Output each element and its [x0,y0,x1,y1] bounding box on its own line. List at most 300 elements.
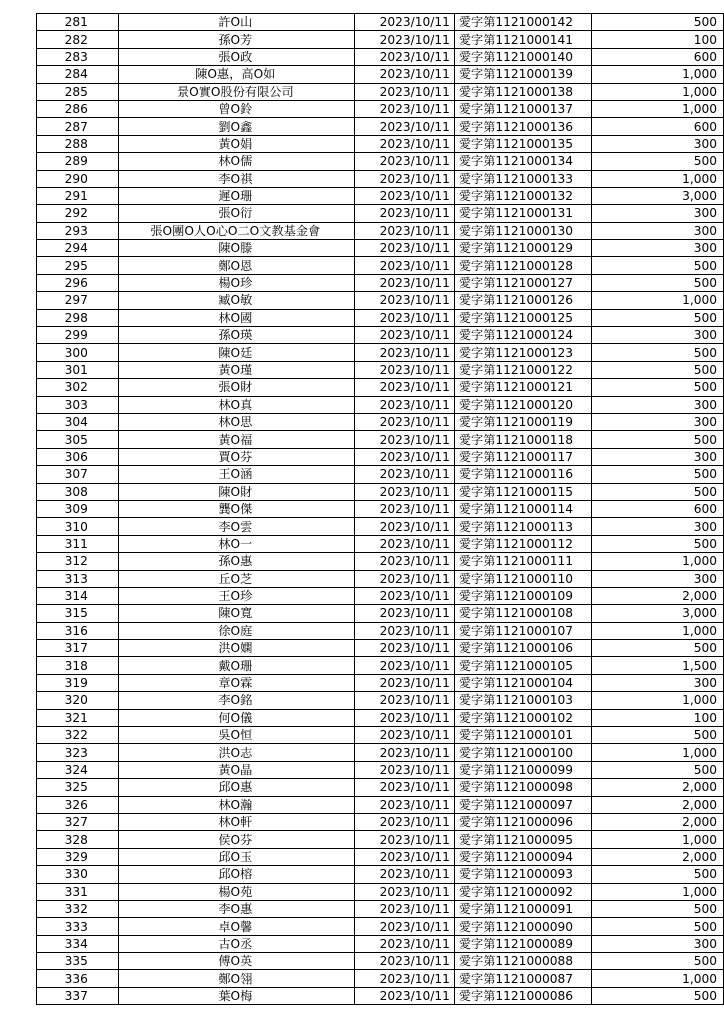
row-number: 332 [37,900,119,917]
table-row [37,535,724,552]
donation-amount: 300 [591,570,723,587]
receipt-number: 愛字第1121000138 [454,83,591,100]
table-row [37,883,724,900]
donor-name: 孫O惠 [118,553,354,570]
table-row [37,674,724,691]
receipt-number: 愛字第1121000128 [454,257,591,274]
donation-date: 2023/10/11 [355,779,455,796]
donor-name: 陳O財 [118,483,354,500]
donation-date: 2023/10/11 [355,379,455,396]
donation-amount: 500 [591,466,723,483]
donation-amount: 3,000 [591,605,723,622]
donor-name: 卓O馨 [118,918,354,935]
table-row [37,587,724,604]
receipt-number: 愛字第1121000086 [454,987,591,1004]
donor-name: 遲O珊 [118,187,354,204]
row-number: 296 [37,274,119,291]
receipt-number: 愛字第1121000114 [454,500,591,517]
donation-date: 2023/10/11 [355,118,455,135]
donation-amount: 500 [591,361,723,378]
receipt-number: 愛字第1121000132 [454,187,591,204]
receipt-number: 愛字第1121000142 [454,14,591,31]
donor-name: 陳O惠，高O如 [118,66,354,83]
row-number: 281 [37,14,119,31]
table-row [37,48,724,65]
donation-date: 2023/10/11 [355,274,455,291]
receipt-number: 愛字第1121000095 [454,831,591,848]
donor-name: 景O實O股份有限公司 [118,83,354,100]
donation-date: 2023/10/11 [355,605,455,622]
row-number: 313 [37,570,119,587]
donation-amount: 1,000 [591,831,723,848]
donation-table-body [37,14,724,1005]
receipt-number: 愛字第1121000111 [454,553,591,570]
donation-date: 2023/10/11 [355,813,455,830]
donation-date: 2023/10/11 [355,987,455,1004]
donation-amount: 500 [591,987,723,1004]
donor-name: 龔O傑 [118,500,354,517]
donation-date: 2023/10/11 [355,970,455,987]
row-number: 320 [37,692,119,709]
donation-table [36,13,724,1005]
donation-date: 2023/10/11 [355,553,455,570]
row-number: 284 [37,66,119,83]
donation-amount: 500 [591,344,723,361]
row-number: 323 [37,744,119,761]
donation-date: 2023/10/11 [355,692,455,709]
table-row [37,448,724,465]
row-number: 305 [37,431,119,448]
donation-date: 2023/10/11 [355,361,455,378]
receipt-number: 愛字第1121000112 [454,535,591,552]
row-number: 331 [37,883,119,900]
donor-name: 曾O鈴 [118,100,354,117]
donor-name: 侯O芬 [118,831,354,848]
donation-date: 2023/10/11 [355,953,455,970]
donation-date: 2023/10/11 [355,622,455,639]
receipt-number: 愛字第1121000106 [454,640,591,657]
row-number: 333 [37,918,119,935]
donation-date: 2023/10/11 [355,466,455,483]
donation-date: 2023/10/11 [355,344,455,361]
table-row [37,918,724,935]
donation-date: 2023/10/11 [355,153,455,170]
donor-name: 邱O惠 [118,779,354,796]
donor-name: 鄭O恩 [118,257,354,274]
table-row [37,361,724,378]
receipt-number: 愛字第1121000092 [454,883,591,900]
donation-amount: 1,000 [591,170,723,187]
donation-date: 2023/10/11 [355,483,455,500]
donation-date: 2023/10/11 [355,518,455,535]
row-number: 318 [37,657,119,674]
receipt-number: 愛字第1121000116 [454,466,591,483]
table-row [37,640,724,657]
table-row [37,153,724,170]
donor-name: 黃O瑾 [118,361,354,378]
receipt-number: 愛字第1121000105 [454,657,591,674]
table-row [37,518,724,535]
table-row [37,413,724,430]
row-number: 282 [37,31,119,48]
donation-date: 2023/10/11 [355,900,455,917]
table-row [37,100,724,117]
donation-date: 2023/10/11 [355,500,455,517]
donor-name: 林O思 [118,413,354,430]
receipt-number: 愛字第1121000109 [454,587,591,604]
donation-date: 2023/10/11 [355,170,455,187]
donation-date: 2023/10/11 [355,327,455,344]
donation-date: 2023/10/11 [355,14,455,31]
row-number: 300 [37,344,119,361]
row-number: 295 [37,257,119,274]
donation-date: 2023/10/11 [355,848,455,865]
table-row [37,796,724,813]
row-number: 285 [37,83,119,100]
donation-date: 2023/10/11 [355,48,455,65]
receipt-number: 愛字第1121000100 [454,744,591,761]
table-row [37,118,724,135]
row-number: 324 [37,761,119,778]
donor-name: 林O一 [118,535,354,552]
donation-amount: 2,000 [591,796,723,813]
table-row [37,31,724,48]
donor-name: 葉O梅 [118,987,354,1004]
donation-date: 2023/10/11 [355,431,455,448]
donor-name: 邱O榕 [118,866,354,883]
donor-name: 孫O瑛 [118,327,354,344]
row-number: 291 [37,187,119,204]
donor-name: 吳O恒 [118,727,354,744]
donation-amount: 1,000 [591,83,723,100]
donation-amount: 500 [591,153,723,170]
donation-amount: 2,000 [591,587,723,604]
donor-name: 楊O珍 [118,274,354,291]
donation-amount: 300 [591,935,723,952]
donation-date: 2023/10/11 [355,222,455,239]
donor-name: 丘O芝 [118,570,354,587]
row-number: 309 [37,500,119,517]
donor-name: 孫O芳 [118,31,354,48]
donor-name: 傅O英 [118,953,354,970]
receipt-number: 愛字第1121000089 [454,935,591,952]
donation-date: 2023/10/11 [355,866,455,883]
row-number: 314 [37,587,119,604]
donation-date: 2023/10/11 [355,918,455,935]
table-row [37,866,724,883]
receipt-number: 愛字第1121000101 [454,727,591,744]
donation-date: 2023/10/11 [355,66,455,83]
row-number: 303 [37,396,119,413]
donor-name: 徐O庭 [118,622,354,639]
row-number: 311 [37,535,119,552]
receipt-number: 愛字第1121000102 [454,709,591,726]
donation-amount: 2,000 [591,813,723,830]
donor-name: 楊O苑 [118,883,354,900]
donor-name: 李O銘 [118,692,354,709]
donor-name: 章O霖 [118,674,354,691]
receipt-number: 愛字第1121000119 [454,413,591,430]
donation-date: 2023/10/11 [355,657,455,674]
table-row [37,605,724,622]
donor-name: 古O丞 [118,935,354,952]
receipt-number: 愛字第1121000121 [454,379,591,396]
donor-name: 王O珍 [118,587,354,604]
row-number: 306 [37,448,119,465]
donation-date: 2023/10/11 [355,31,455,48]
donor-name: 李O祺 [118,170,354,187]
table-row [37,222,724,239]
donor-name: 何O儀 [118,709,354,726]
donation-date: 2023/10/11 [355,83,455,100]
donation-amount: 500 [591,953,723,970]
donation-date: 2023/10/11 [355,935,455,952]
row-number: 293 [37,222,119,239]
donation-amount: 2,000 [591,848,723,865]
receipt-number: 愛字第1121000140 [454,48,591,65]
row-number: 315 [37,605,119,622]
donor-name: 張O衍 [118,205,354,222]
receipt-number: 愛字第1121000131 [454,205,591,222]
receipt-number: 愛字第1121000134 [454,153,591,170]
donor-name: 黃O娟 [118,135,354,152]
row-number: 304 [37,413,119,430]
donor-name: 林O儒 [118,153,354,170]
donation-amount: 1,000 [591,553,723,570]
donor-name: 陳O寬 [118,605,354,622]
row-number: 316 [37,622,119,639]
donor-name: 張O政 [118,48,354,65]
table-row [37,779,724,796]
donation-date: 2023/10/11 [355,413,455,430]
donation-date: 2023/10/11 [355,535,455,552]
table-row [37,135,724,152]
table-row [37,570,724,587]
donation-date: 2023/10/11 [355,448,455,465]
donation-date: 2023/10/11 [355,187,455,204]
row-number: 292 [37,205,119,222]
row-number: 330 [37,866,119,883]
donor-name: 洪O志 [118,744,354,761]
donor-name: 陳O滕 [118,240,354,257]
donor-name: 陳O廷 [118,344,354,361]
receipt-number: 愛字第1121000139 [454,66,591,83]
donor-name: 林O真 [118,396,354,413]
donation-amount: 300 [591,448,723,465]
donation-amount: 1,000 [591,883,723,900]
table-row [37,66,724,83]
donation-amount: 300 [591,205,723,222]
donation-date: 2023/10/11 [355,674,455,691]
donation-date: 2023/10/11 [355,744,455,761]
donation-date: 2023/10/11 [355,796,455,813]
receipt-number: 愛字第1121000122 [454,361,591,378]
donor-name: 張O團O人O心O二O文教基金會 [118,222,354,239]
table-row [37,327,724,344]
receipt-number: 愛字第1121000133 [454,170,591,187]
receipt-number: 愛字第1121000123 [454,344,591,361]
row-number: 286 [37,100,119,117]
receipt-number: 愛字第1121000125 [454,309,591,326]
donation-date: 2023/10/11 [355,205,455,222]
donor-name: 李O惠 [118,900,354,917]
table-row [37,692,724,709]
donation-amount: 1,000 [591,744,723,761]
row-number: 294 [37,240,119,257]
receipt-number: 愛字第1121000094 [454,848,591,865]
row-number: 335 [37,953,119,970]
receipt-number: 愛字第1121000087 [454,970,591,987]
row-number: 289 [37,153,119,170]
donation-amount: 500 [591,309,723,326]
table-row [37,396,724,413]
donation-date: 2023/10/11 [355,257,455,274]
donation-date: 2023/10/11 [355,709,455,726]
table-row [37,900,724,917]
table-row [37,727,724,744]
table-row [37,761,724,778]
donor-name: 戴O珊 [118,657,354,674]
donation-amount: 1,000 [591,292,723,309]
donation-amount: 1,000 [591,622,723,639]
row-number: 283 [37,48,119,65]
receipt-number: 愛字第1121000097 [454,796,591,813]
donation-amount: 1,000 [591,970,723,987]
donation-date: 2023/10/11 [355,240,455,257]
receipt-number: 愛字第1121000098 [454,779,591,796]
receipt-number: 愛字第1121000129 [454,240,591,257]
donation-date: 2023/10/11 [355,100,455,117]
donation-date: 2023/10/11 [355,883,455,900]
donation-date: 2023/10/11 [355,587,455,604]
receipt-number: 愛字第1121000108 [454,605,591,622]
row-number: 297 [37,292,119,309]
table-row [37,953,724,970]
donation-amount: 500 [591,274,723,291]
receipt-number: 愛字第1121000090 [454,918,591,935]
donation-amount: 500 [591,727,723,744]
donation-amount: 300 [591,240,723,257]
receipt-number: 愛字第1121000107 [454,622,591,639]
donation-amount: 500 [591,761,723,778]
row-number: 310 [37,518,119,535]
donor-name: 張O財 [118,379,354,396]
row-number: 336 [37,970,119,987]
receipt-number: 愛字第1121000135 [454,135,591,152]
donation-amount: 300 [591,135,723,152]
receipt-number: 愛字第1121000137 [454,100,591,117]
receipt-number: 愛字第1121000141 [454,31,591,48]
table-row [37,274,724,291]
donation-amount: 1,000 [591,100,723,117]
donation-amount: 500 [591,379,723,396]
table-row [37,170,724,187]
donation-amount: 300 [591,327,723,344]
table-row [37,987,724,1004]
receipt-number: 愛字第1121000118 [454,431,591,448]
receipt-number: 愛字第1121000124 [454,327,591,344]
donation-date: 2023/10/11 [355,396,455,413]
table-row [37,83,724,100]
donor-name: 黃O福 [118,431,354,448]
receipt-number: 愛字第1121000091 [454,900,591,917]
donation-amount: 1,000 [591,66,723,83]
table-row [37,344,724,361]
table-row [37,309,724,326]
table-row [37,553,724,570]
donor-name: 鄭O翎 [118,970,354,987]
donation-date: 2023/10/11 [355,309,455,326]
row-number: 287 [37,118,119,135]
donation-date: 2023/10/11 [355,761,455,778]
table-row [37,431,724,448]
row-number: 298 [37,309,119,326]
receipt-number: 愛字第1121000104 [454,674,591,691]
row-number: 317 [37,640,119,657]
row-number: 337 [37,987,119,1004]
donation-amount: 500 [591,483,723,500]
donation-amount: 500 [591,900,723,917]
donation-amount: 600 [591,500,723,517]
receipt-number: 愛字第1121000113 [454,518,591,535]
donation-amount: 300 [591,518,723,535]
donation-amount: 600 [591,118,723,135]
row-number: 325 [37,779,119,796]
row-number: 308 [37,483,119,500]
donation-date: 2023/10/11 [355,831,455,848]
donation-date: 2023/10/11 [355,640,455,657]
row-number: 326 [37,796,119,813]
row-number: 322 [37,727,119,744]
receipt-number: 愛字第1121000096 [454,813,591,830]
donation-amount: 500 [591,257,723,274]
donor-name: 邱O玉 [118,848,354,865]
table-row [37,483,724,500]
donation-amount: 500 [591,640,723,657]
row-number: 312 [37,553,119,570]
donor-name: 劉O鑫 [118,118,354,135]
donation-amount: 300 [591,674,723,691]
donor-name: 許O山 [118,14,354,31]
donation-amount: 3,000 [591,187,723,204]
donor-name: 林O國 [118,309,354,326]
donation-date: 2023/10/11 [355,570,455,587]
donation-amount: 500 [591,918,723,935]
donor-name: 黃O晶 [118,761,354,778]
table-row [37,257,724,274]
donor-name: 賈O芬 [118,448,354,465]
donation-amount: 300 [591,396,723,413]
table-row [37,292,724,309]
table-row [37,622,724,639]
donation-amount: 300 [591,413,723,430]
donation-amount: 2,000 [591,779,723,796]
donor-name: 林O軒 [118,813,354,830]
receipt-number: 愛字第1121000093 [454,866,591,883]
donation-amount: 1,000 [591,692,723,709]
table-row [37,466,724,483]
row-number: 301 [37,361,119,378]
row-number: 328 [37,831,119,848]
receipt-number: 愛字第1121000126 [454,292,591,309]
donor-name: 林O瀚 [118,796,354,813]
row-number: 327 [37,813,119,830]
table-row [37,709,724,726]
table-row [37,240,724,257]
table-row [37,813,724,830]
row-number: 307 [37,466,119,483]
table-row [37,831,724,848]
